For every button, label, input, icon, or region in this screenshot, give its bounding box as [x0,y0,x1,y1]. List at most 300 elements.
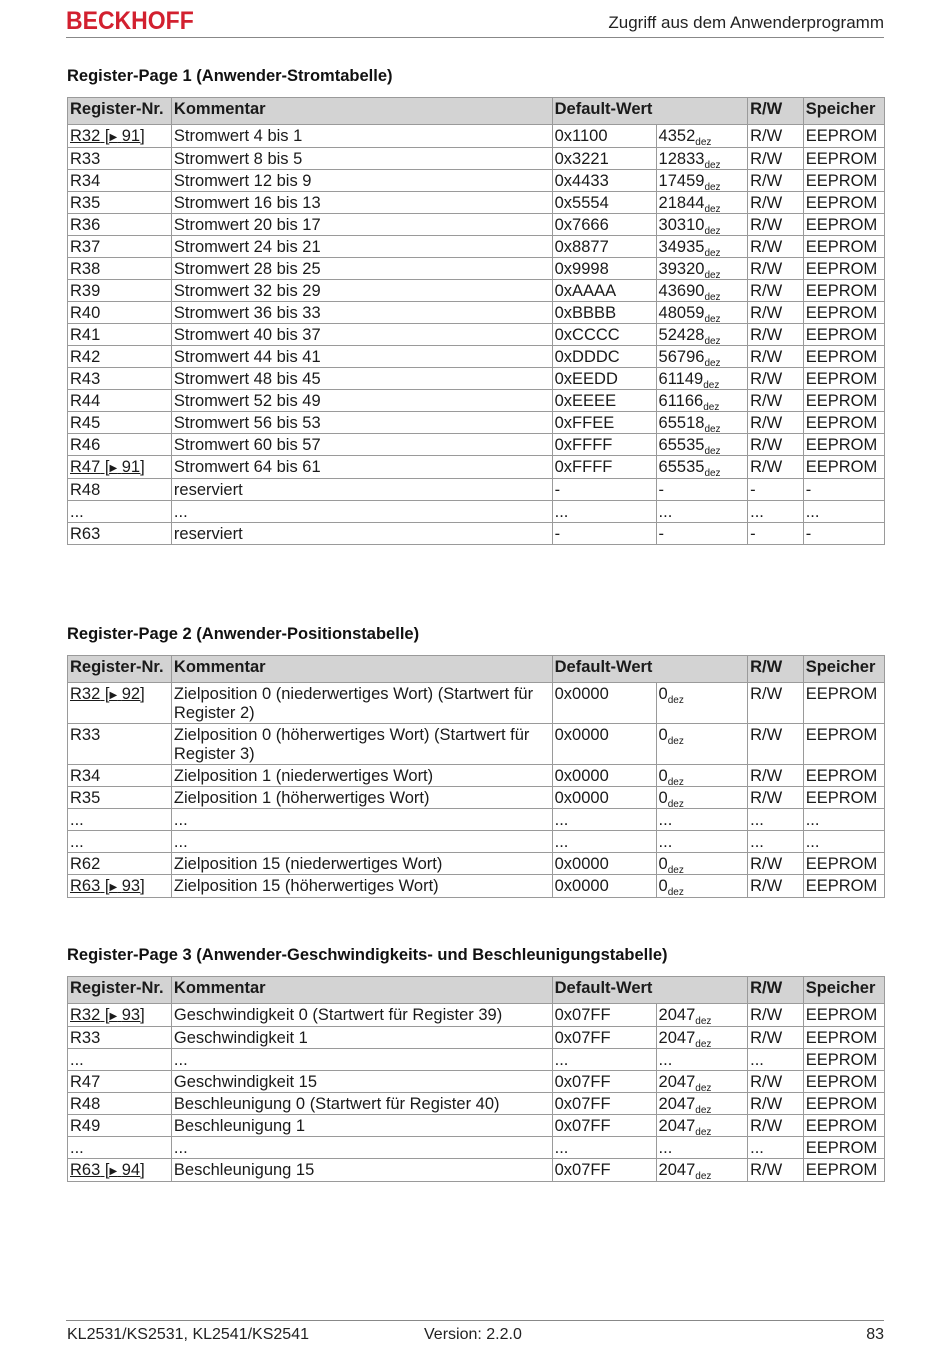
header-title: Zugriff aus dem Anwenderprogramm [608,13,884,32]
register-number: R33 [70,150,101,168]
table-row [68,479,885,501]
storage-cell: EEPROM [803,787,884,809]
register-link[interactable]: R63 [▶ 93] [70,877,145,895]
default-dec-cell [656,390,748,412]
rw-cell: R/W [748,434,804,456]
register-cell [68,236,172,258]
register-number: ... [70,833,84,851]
rw-cell: R/W [748,1115,804,1137]
default-dec-cell [656,523,748,545]
comment-cell: Stromwert 12 bis 9 [171,170,552,192]
dec-unit: dez [695,1039,712,1050]
rw-cell: R/W [748,214,804,236]
register-cell [68,501,172,523]
register-link[interactable]: R32 [▶ 93] [70,1006,145,1024]
register-cell [68,368,172,390]
default-dec-value: 61149 [658,370,704,388]
footer-divider [66,1320,884,1321]
rw-cell: R/W [748,170,804,192]
register-cell [68,1115,172,1137]
register-cell [68,390,172,412]
comment-cell: reserviert [171,523,552,545]
register-cell [68,724,172,765]
default-hex-cell: 0x07FF [552,1115,656,1137]
storage-cell: EEPROM [803,1093,884,1115]
default-hex-cell: 0x8877 [552,236,656,258]
dec-unit: dez [667,799,684,810]
register-number: R47 [70,458,101,476]
table-row [68,236,885,258]
default-dec-value: 65535 [658,458,705,476]
default-dec-value: 0 [658,767,668,785]
default-dec-value: 21844 [658,194,705,212]
rw-cell: R/W [748,390,804,412]
register-cell [68,831,172,853]
register-number: R48 [70,481,101,499]
register-number: R32 [70,685,101,703]
default-dec-value: 30310 [658,216,705,234]
register-number: R41 [70,326,101,344]
dec-unit: dez [704,270,721,281]
comment-cell: ... [171,501,552,523]
table-row [68,170,885,192]
register-number: R33 [70,1029,101,1047]
comment-cell: Stromwert 24 bis 21 [171,236,552,258]
rw-cell: R/W [748,346,804,368]
storage-cell: EEPROM [803,683,884,724]
dec-unit: dez [704,468,721,479]
rw-cell: ... [748,831,804,853]
table-row [68,683,885,724]
storage-cell: EEPROM [803,724,884,765]
col-header-default: Default-Wert [552,98,748,125]
comment-cell: Stromwert 36 bis 33 [171,302,552,324]
default-hex-cell: ... [552,1137,656,1159]
register-cell [68,1027,172,1049]
default-dec-cell [656,280,748,302]
rw-cell: R/W [748,1027,804,1049]
default-hex-cell: 0x07FF [552,1004,656,1027]
dec-unit: dez [695,1083,712,1094]
rw-cell: R/W [748,302,804,324]
default-dec-value: 4352 [658,127,696,145]
dec-unit: dez [695,1016,712,1027]
default-dec-value: 12833 [658,150,705,168]
default-hex-cell: 0xBBBB [552,302,656,324]
default-hex-cell: 0x4433 [552,170,656,192]
storage-cell: - [803,523,884,545]
section-title-page3: Register-Page 3 (Anwender-Geschwindigkeits- und Beschleunigungstabelle) [67,946,668,964]
default-dec-value: ... [658,503,673,521]
table-row [68,368,885,390]
register-cell [68,853,172,875]
comment-cell: Stromwert 52 bis 49 [171,390,552,412]
header-row [68,98,885,125]
comment-cell: Stromwert 56 bis 53 [171,412,552,434]
default-dec-value: 17459 [658,172,705,190]
table-row [68,258,885,280]
dec-unit: dez [667,695,684,706]
default-hex-cell: 0xFFEE [552,412,656,434]
storage-cell: ... [803,501,884,523]
page-reference: 93 [121,1006,141,1024]
register-number: R45 [70,414,101,432]
register-number: ... [70,1139,84,1157]
table-row [68,214,885,236]
default-dec-value: - [658,525,665,543]
rw-cell: - [748,479,804,501]
register-number: R35 [70,194,101,212]
register-link[interactable]: R63 [▶ 94] [70,1161,145,1179]
rw-cell: ... [748,1137,804,1159]
register-cell [68,280,172,302]
register-table-page3 [67,976,885,1182]
register-cell[interactable] [68,1004,172,1027]
register-cell [68,412,172,434]
table-row [68,1071,885,1093]
rw-cell: R/W [748,368,804,390]
register-cell [68,214,172,236]
table-row [68,765,885,787]
header-divider [66,37,884,38]
arrow-right-icon: ▶ [109,882,118,893]
comment-cell: Stromwert 32 bis 29 [171,280,552,302]
storage-cell: EEPROM [803,875,884,898]
table-row [68,280,885,302]
page-reference: 91 [121,458,141,476]
default-dec-cell [656,1071,748,1093]
table-row [68,390,885,412]
storage-cell: - [803,479,884,501]
dec-unit: dez [703,380,720,391]
arrow-right-icon: ▶ [109,690,118,701]
default-hex-cell: - [552,523,656,545]
register-cell[interactable] [68,875,172,898]
storage-cell: EEPROM [803,1115,884,1137]
register-number: R39 [70,282,101,300]
rw-cell: R/W [748,280,804,302]
default-dec-cell [656,1027,748,1049]
default-dec-cell [656,853,748,875]
default-dec-value: 56796 [658,348,705,366]
default-hex-cell: ... [552,501,656,523]
register-number: R38 [70,260,101,278]
storage-cell: EEPROM [803,1004,884,1027]
register-cell[interactable] [68,125,172,148]
default-hex-cell: 0x7666 [552,214,656,236]
dec-unit: dez [704,314,721,325]
register-number: R34 [70,767,101,785]
comment-cell: ... [171,809,552,831]
table-row [68,831,885,853]
register-link[interactable]: R32 [▶ 91] [70,127,145,145]
storage-cell: EEPROM [803,368,884,390]
table-row [68,192,885,214]
register-number: R37 [70,238,101,256]
default-hex-cell: ... [552,1049,656,1071]
default-dec-cell [656,809,748,831]
storage-cell: EEPROM [803,456,884,479]
default-hex-cell: 0xFFFF [552,456,656,479]
default-hex-cell: 0x07FF [552,1093,656,1115]
comment-cell: Geschwindigkeit 1 [171,1027,552,1049]
comment-cell: ... [171,1137,552,1159]
dec-unit: dez [667,887,684,898]
default-dec-value: 48059 [658,304,705,322]
dec-unit: dez [704,160,721,171]
dec-unit: dez [667,865,684,876]
table-row [68,1159,885,1182]
register-number: R40 [70,304,101,322]
default-hex-cell: 0x0000 [552,853,656,875]
default-dec-value: 2047 [658,1029,696,1047]
dec-unit: dez [703,402,720,413]
default-dec-value: ... [658,833,673,851]
default-dec-cell [656,831,748,853]
default-hex-cell: 0x0000 [552,787,656,809]
default-dec-cell [656,170,748,192]
rw-cell: ... [748,809,804,831]
comment-cell: Beschleunigung 1 [171,1115,552,1137]
rw-cell: R/W [748,875,804,898]
register-cell [68,523,172,545]
comment-cell: Zielposition 1 (niederwertiges Wort) [171,765,552,787]
rw-cell: R/W [748,125,804,148]
comment-cell: Zielposition 1 (höherwertiges Wort) [171,787,552,809]
dec-unit: dez [704,226,721,237]
default-hex-cell: 0x0000 [552,724,656,765]
default-hex-cell: 0xAAAA [552,280,656,302]
default-dec-cell [656,501,748,523]
default-dec-cell [656,258,748,280]
rw-cell: R/W [748,683,804,724]
default-dec-value: 34935 [658,238,705,256]
default-dec-cell [656,683,748,724]
register-cell [68,809,172,831]
default-dec-value: 52428 [658,326,705,344]
dec-unit: dez [695,1127,712,1138]
register-number: R49 [70,1117,101,1135]
comment-cell: Zielposition 0 (höherwertiges Wort) (Startwert für Register 3) [171,724,552,765]
default-hex-cell: 0xEEEE [552,390,656,412]
rw-cell: R/W [748,1004,804,1027]
register-cell [68,479,172,501]
comment-cell: ... [171,831,552,853]
register-link[interactable]: R47 [▶ 91] [70,458,145,476]
default-hex-cell: 0xDDDC [552,346,656,368]
register-cell [68,192,172,214]
register-number: R46 [70,436,101,454]
register-cell[interactable] [68,1159,172,1182]
default-dec-value: ... [658,1051,673,1069]
storage-cell: EEPROM [803,324,884,346]
comment-cell: Stromwert 16 bis 13 [171,192,552,214]
comment-cell: Zielposition 15 (niederwertiges Wort) [171,853,552,875]
col-header-comment: Kommentar [171,977,552,1004]
default-dec-value: ... [658,1139,673,1157]
dec-unit: dez [704,248,721,259]
rw-cell: R/W [748,258,804,280]
default-dec-cell [656,1093,748,1115]
col-header-rw: R/W [748,977,804,1004]
table-row [68,434,885,456]
default-dec-value: 2047 [658,1161,696,1179]
register-number: R63 [70,525,101,543]
comment-cell: Stromwert 20 bis 17 [171,214,552,236]
register-number: R42 [70,348,101,366]
footer-page-number: 83 [866,1326,884,1343]
default-hex-cell: 0x07FF [552,1159,656,1182]
default-dec-cell [656,434,748,456]
storage-cell: EEPROM [803,434,884,456]
rw-cell: R/W [748,787,804,809]
default-hex-cell: 0xEEDD [552,368,656,390]
col-header-default: Default-Wert [552,977,748,1004]
default-dec-cell [656,125,748,148]
default-dec-value: 39320 [658,260,705,278]
default-hex-cell: 0x0000 [552,765,656,787]
default-dec-value: ... [658,811,673,829]
table-row [68,125,885,148]
default-hex-cell: 0xCCCC [552,324,656,346]
col-header-storage: Speicher [803,977,884,1004]
register-number: ... [70,1051,84,1069]
default-dec-cell [656,456,748,479]
arrow-right-icon: ▶ [109,1011,118,1022]
default-dec-value: - [658,481,665,499]
storage-cell: EEPROM [803,390,884,412]
rw-cell: R/W [748,1093,804,1115]
table-row [68,412,885,434]
default-hex-cell: ... [552,809,656,831]
dec-unit: dez [695,137,712,148]
comment-cell: Stromwert 44 bis 41 [171,346,552,368]
col-header-default: Default-Wert [552,656,748,683]
register-number: ... [70,811,84,829]
storage-cell: EEPROM [803,125,884,148]
comment-cell: Zielposition 0 (niederwertiges Wort) (Startwert für Register 2) [171,683,552,724]
dec-unit: dez [695,1171,712,1182]
storage-cell: EEPROM [803,214,884,236]
comment-cell: Stromwert 40 bis 37 [171,324,552,346]
register-number: R32 [70,127,101,145]
page-reference: 93 [121,877,141,895]
default-hex-cell: - [552,479,656,501]
register-cell [68,787,172,809]
dec-unit: dez [704,204,721,215]
page-reference: 91 [121,127,141,145]
storage-cell: EEPROM [803,853,884,875]
default-hex-cell: ... [552,831,656,853]
table-row [68,346,885,368]
arrow-right-icon: ▶ [109,463,118,474]
table-row [68,1093,885,1115]
comment-cell: Stromwert 28 bis 25 [171,258,552,280]
comment-cell: Beschleunigung 0 (Startwert für Register 40) [171,1093,552,1115]
rw-cell: R/W [748,324,804,346]
rw-cell: R/W [748,724,804,765]
default-dec-cell [656,302,748,324]
default-hex-cell: 0x07FF [552,1027,656,1049]
table-row [68,1049,885,1071]
register-number: R44 [70,392,101,410]
default-dec-cell [656,1159,748,1182]
register-cell [68,1071,172,1093]
col-header-register: Register-Nr. [68,977,172,1004]
col-header-rw: R/W [748,98,804,125]
default-dec-value: 2047 [658,1073,696,1091]
col-header-comment: Kommentar [171,656,552,683]
table-row [68,1004,885,1027]
register-cell [68,1093,172,1115]
comment-cell: Stromwert 60 bis 57 [171,434,552,456]
default-dec-value: 61166 [658,392,704,410]
comment-cell: Stromwert 48 bis 45 [171,368,552,390]
col-header-storage: Speicher [803,656,884,683]
comment-cell: reserviert [171,479,552,501]
page-reference: 94 [121,1161,141,1179]
table-row [68,456,885,479]
table-row [68,787,885,809]
rw-cell: - [748,523,804,545]
rw-cell: ... [748,1049,804,1071]
dec-unit: dez [704,292,721,303]
section-title-page1: Register-Page 1 (Anwender-Stromtabelle) [67,67,393,85]
default-dec-cell [656,1137,748,1159]
storage-cell: ... [803,831,884,853]
arrow-right-icon: ▶ [109,132,118,143]
default-dec-value: 0 [658,855,668,873]
dec-unit: dez [704,358,721,369]
default-dec-cell [656,875,748,898]
storage-cell: EEPROM [803,1071,884,1093]
default-dec-value: 0 [658,685,668,703]
dec-unit: dez [667,777,684,788]
register-cell[interactable] [68,456,172,479]
table-row [68,302,885,324]
register-link[interactable]: R32 [▶ 92] [70,685,145,703]
default-dec-cell [656,1115,748,1137]
rw-cell: R/W [748,236,804,258]
table-row [68,148,885,170]
default-dec-cell [656,192,748,214]
register-cell [68,302,172,324]
register-cell [68,346,172,368]
rw-cell: ... [748,501,804,523]
default-dec-value: 0 [658,726,668,744]
default-dec-cell [656,214,748,236]
register-cell [68,258,172,280]
storage-cell: EEPROM [803,170,884,192]
register-number: R33 [70,726,101,744]
default-dec-cell [656,148,748,170]
storage-cell: EEPROM [803,258,884,280]
default-dec-cell [656,1049,748,1071]
dec-unit: dez [667,736,684,747]
footer-version: Version: 2.2.0 [424,1326,522,1343]
header-row [68,977,885,1004]
col-header-register: Register-Nr. [68,98,172,125]
storage-cell: EEPROM [803,236,884,258]
col-header-storage: Speicher [803,98,884,125]
comment-cell: ... [171,1049,552,1071]
rw-cell: R/W [748,853,804,875]
register-cell[interactable] [68,683,172,724]
register-table-page1 [67,97,885,545]
default-dec-cell [656,324,748,346]
table-row [68,1027,885,1049]
default-dec-cell [656,346,748,368]
